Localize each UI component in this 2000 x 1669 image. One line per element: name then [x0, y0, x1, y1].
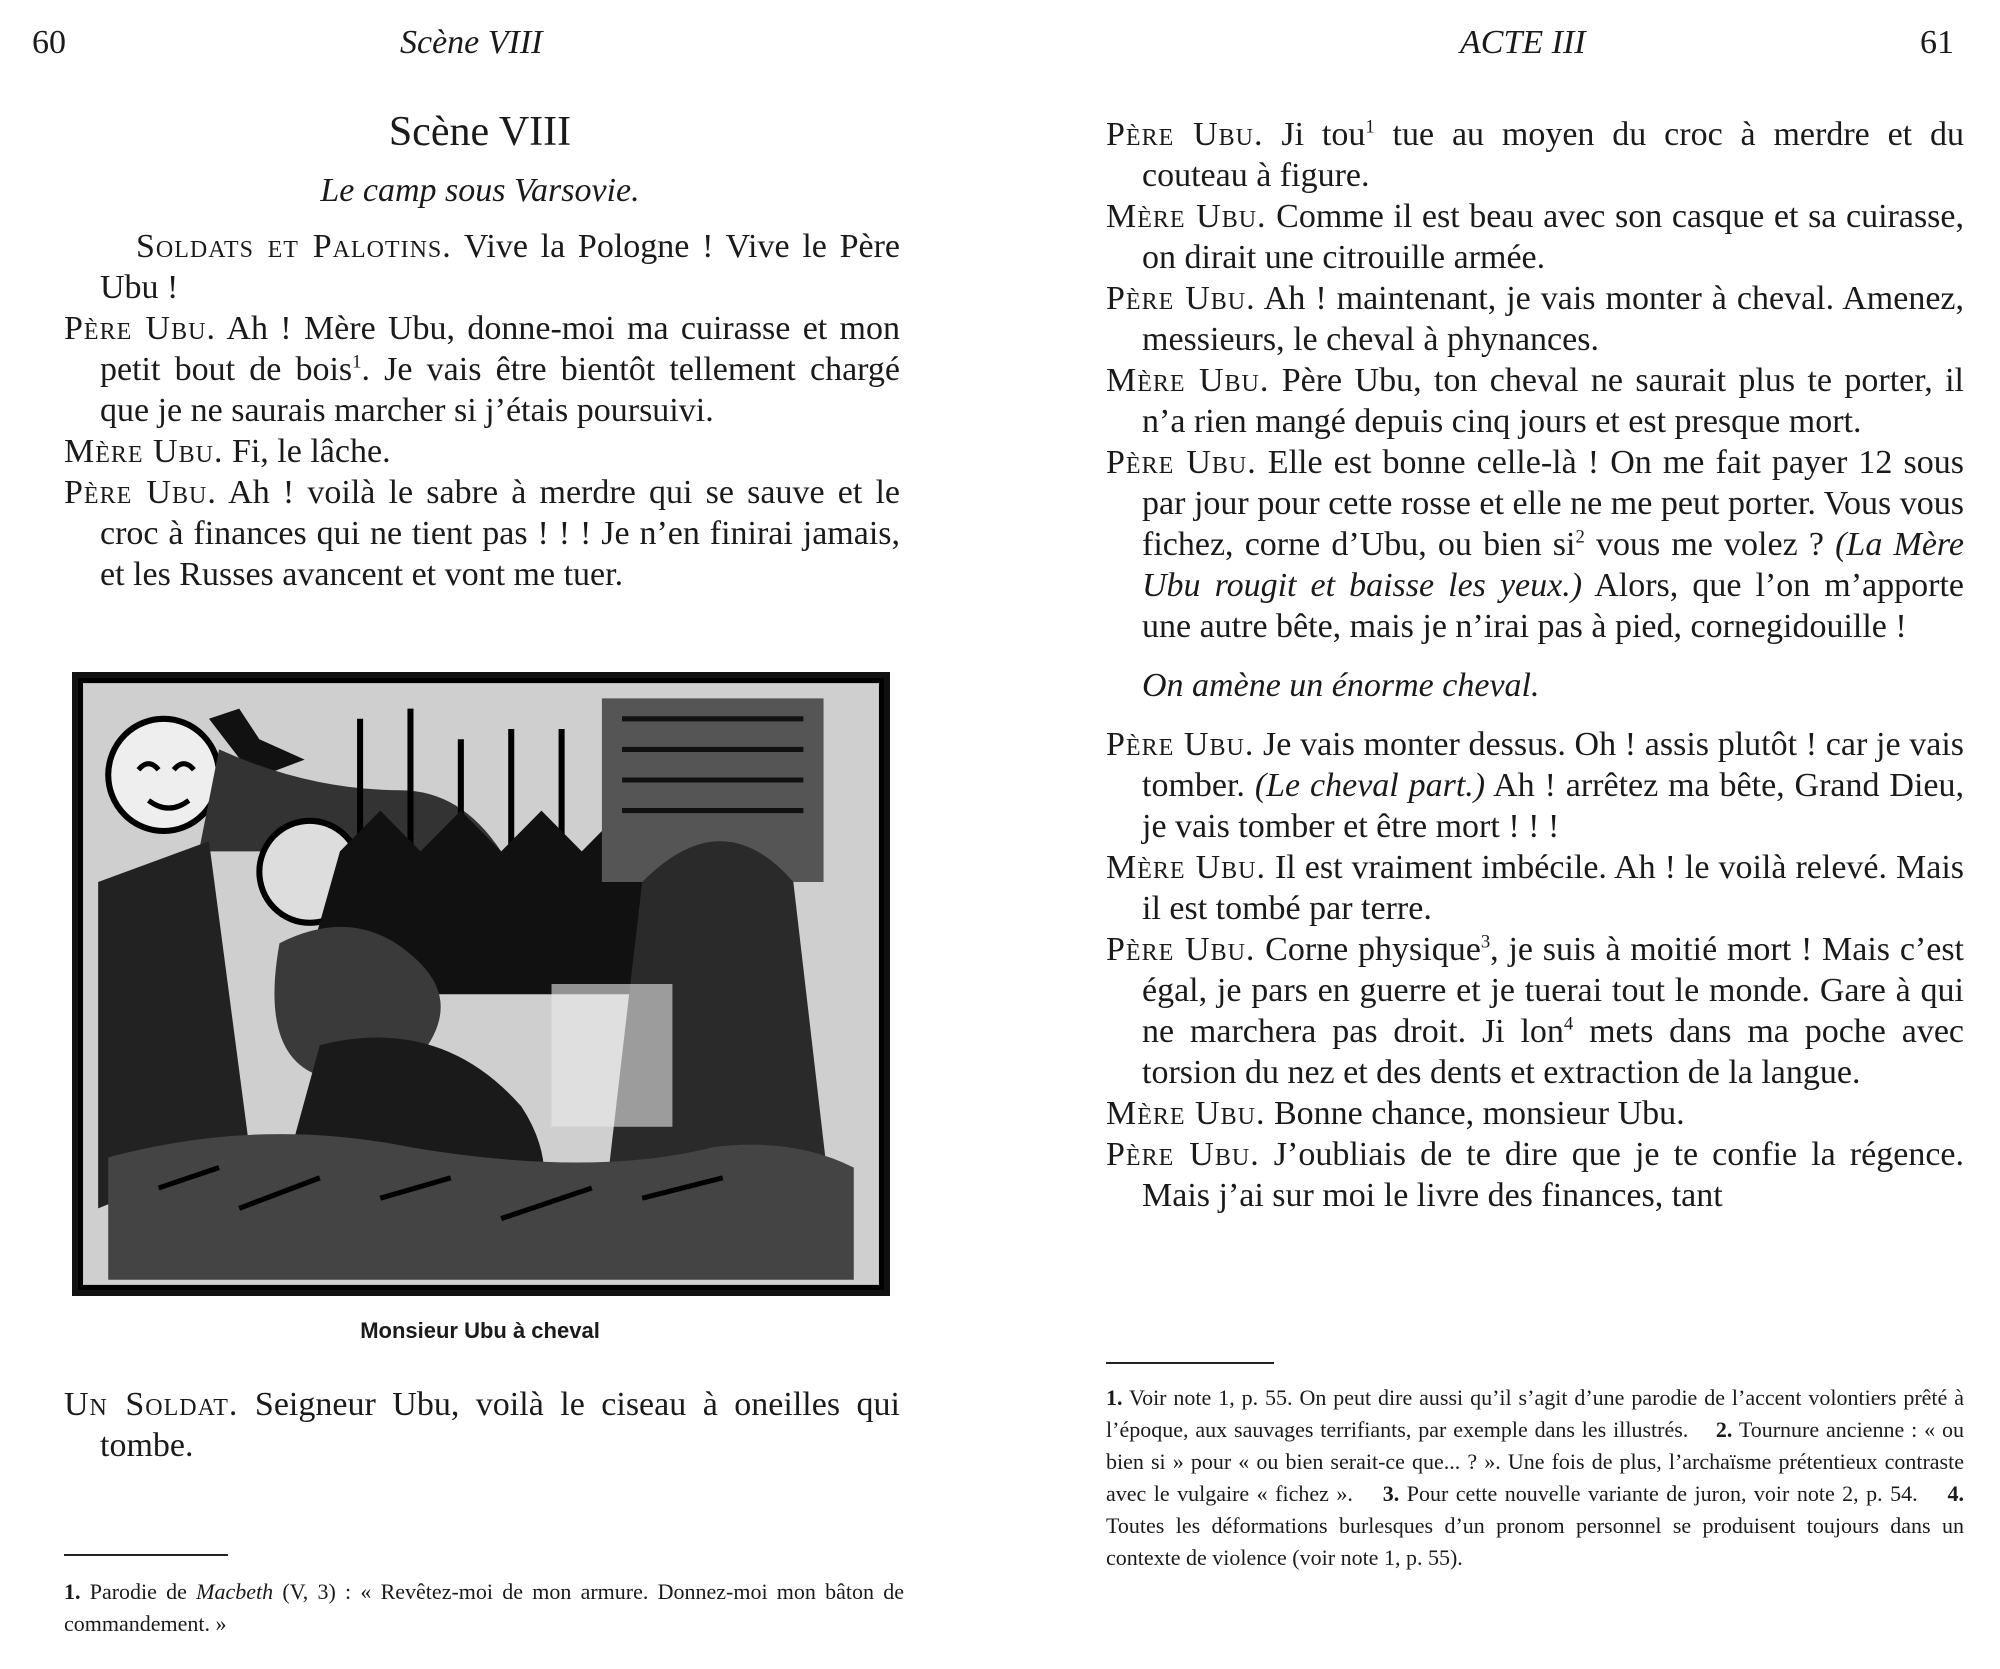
dialogue-line: Mère Ubu. Il est vraiment imbécile. Ah ! le voilà relevé. Mais il est tombé par terre. — [1106, 849, 1965, 927]
dialogue-line: Père Ubu. Ah ! maintenant, je vais monter à cheval. Amenez, messieurs, le cheval à phynances. — [1106, 280, 1965, 358]
footnote: 1. Voir note 1, p. 55. On peut dire aussi qu’il s’agit d’une parodie de l’accent volontiers prêté à l’époque, aux sauvages terrifiants, par exemple dans les illustrés. — [1106, 1385, 1964, 1442]
dialogue-line: Père Ubu. Ah ! voilà le sabre à merdre qui se sauve et le croc à finances qui ne tient pas ! ! ! Je n’en finirai jamais, et les Russes avancent et vont me tuer. — [64, 474, 900, 593]
stage-direction-inline: (La Mère Ubu rougit et baisse les yeux.) — [1142, 526, 1964, 604]
dialogue-line: Père Ubu. Elle est bonne celle-là ! On me fait payer 12 sous par jour pour cette rosse et elle ne me peut porter. Vous vous fichez, corne d’Ubu, ou bien $si^2$ vous me volez ? (La Mère Ubu rougit et baisse les yeux.) Alors, que l’on m’apporte une autre bête, mais je n’irai pas à pied, cornegidouille ! — [1106, 444, 1964, 645]
footnotes-right — [1106, 1382, 1964, 1574]
dialogue-line: Mère Ubu. Fi, le lâche. — [64, 433, 391, 470]
running-head-left: Scène VIII — [400, 24, 543, 61]
footnote-rule — [1106, 1362, 1274, 1364]
footnote-ref: 1 — [352, 351, 362, 373]
dialogue-line: Mère Ubu. Père Ubu, ton cheval ne saurait plus te porter, il n’a rien mangé depuis cinq jours et est presque mort. — [1106, 362, 1964, 440]
footnote-ref: 1 — [1365, 116, 1375, 138]
dialogue-line: Père Ubu. Ji tou$^1$ tue au moyen du croc à merdre et du couteau à figure. — [1106, 116, 1964, 194]
dialogue-line: Père Ubu. Corne physique$^3$, je suis à moitié mort ! Mais c’est égal, je pars en guerre et je tuerai tout le monde. Gare à qui ne marchera pas droit. Ji lon$^4$ mets dans ma poche avec torsion du nez et des dents et extraction de la langue. — [1106, 931, 1964, 1091]
dialogue-line: Soldats et Palotins. Vive la Pologne ! Vive le Père Ubu ! — [100, 228, 900, 306]
speaker: Père Ubu. — [1106, 931, 1256, 968]
page-number-right: 61 — [1920, 24, 1954, 61]
running-head-right: ACTE III — [1460, 24, 1586, 61]
dialogue-line: Mère Ubu. Bonne chance, monsieur Ubu. — [1106, 1095, 1685, 1132]
speaker: Père Ubu. — [1106, 1136, 1260, 1173]
speaker: Un Soldat. — [64, 1386, 239, 1423]
dialogue-right-top — [1106, 114, 1964, 1216]
speaker: Mère Ubu. — [64, 433, 224, 470]
figure-caption: Monsieur Ubu à cheval — [360, 1318, 600, 1343]
dialogue-line: Un Soldat. Seigneur Ubu, voilà le ciseau à oneilles qui tombe. — [64, 1386, 900, 1464]
dialogue-left-bottom — [64, 1384, 900, 1466]
speaker: Père Ubu. — [1106, 116, 1264, 153]
speaker: Père Ubu. — [1106, 726, 1255, 763]
speaker: Soldats et Palotins. — [136, 228, 452, 265]
page-number-left: 60 — [32, 24, 66, 61]
footnote-ref: 3 — [1480, 931, 1491, 953]
speaker: Mère Ubu. — [1106, 362, 1270, 399]
scene-title: Scène VIII — [388, 109, 572, 155]
illustration-image — [78, 678, 884, 1290]
speaker: Père Ubu. — [1106, 444, 1257, 481]
dialogue-line: Père Ubu. Je vais monter dessus. Oh ! assis plutôt ! car je vais tomber. (Le cheval part.) Ah ! arrêtez ma bête, Grand Dieu, je vais tomber et être mort ! ! ! — [1106, 726, 1964, 845]
right-page — [1000, 0, 2000, 1669]
speaker: Père Ubu. — [64, 310, 216, 347]
speaker: Père Ubu. — [64, 474, 217, 511]
dialogue-line: Mère Ubu. Comme il est beau avec son casque et sa cuirasse, on dirait une citrouille armée. — [1106, 198, 1965, 276]
footnote: 2. Tournure ancienne : « ou bien si » pour « ou bien serait-ce que... ? ». Une fois de plus, l’archaïsme prétentieux contraste avec le vulgaire « fichez ». — [1106, 1417, 1964, 1506]
stage-direction-inline: (Le cheval part.) — [1254, 767, 1486, 804]
stage-direction: On amène un énorme cheval. — [1142, 667, 1540, 704]
scene-place: Le camp sous Varsovie. — [320, 172, 640, 209]
speaker: Mère Ubu. — [1106, 1095, 1266, 1132]
dialogue-line: Père Ubu. J’oubliais de te dire que je te confie la régence. Mais j’ai sur moi le livre des finances, tant — [1106, 1136, 1964, 1214]
footnote-ref: 2 — [1575, 526, 1585, 548]
speaker: Père Ubu. — [1106, 280, 1256, 317]
speaker: Mère Ubu. — [1106, 198, 1267, 235]
footnote-rule — [64, 1554, 228, 1556]
footnote: 3. Pour cette nouvelle variante de juron, voir note 2, p. 54. — [1382, 1481, 1918, 1506]
dialogue-line: Père Ubu. Ah ! Mère Ubu, donne-moi ma cuirasse et mon petit bout de bois$^1$. Je vais être bientôt tellement chargé que je ne saurais marcher si j’étais poursuivi. — [64, 310, 900, 429]
woodcut-illustration — [72, 672, 890, 1296]
footnote-left: 1. Parodie de Macbeth (V, 3) : « Revêtez-moi de mon armure. Donnez-moi mon bâton de commandement. » — [64, 1579, 905, 1636]
footnote: 4. Toutes les déformations burlesques d’un pronom personnel se produisent toujours dans un contexte de violence (voir note 1, p. 55). — [1106, 1481, 1965, 1570]
dialogue-left-top — [64, 226, 900, 595]
footnote-ref: 4 — [1563, 1013, 1574, 1035]
speaker: Mère Ubu. — [1106, 849, 1266, 886]
